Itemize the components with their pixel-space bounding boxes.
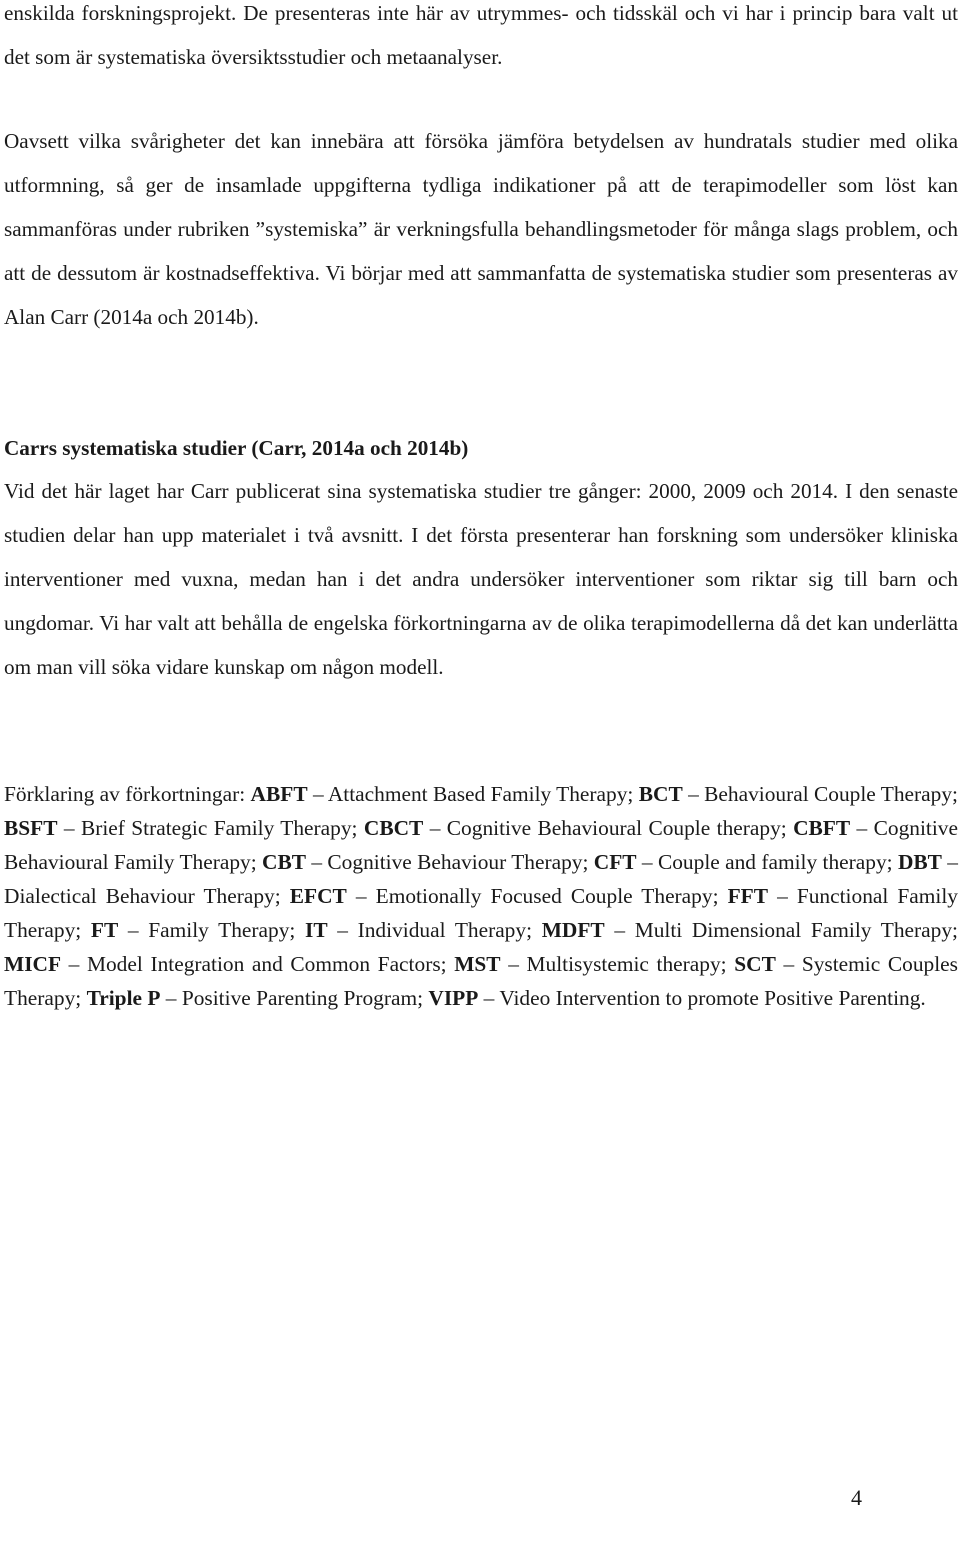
abbreviation-code: CFT — [593, 850, 637, 874]
abbreviation-entry — [364, 816, 793, 840]
abbreviation-expansion: – Multi Dimensional Family Therapy; — [604, 918, 958, 942]
abbreviation-code: VIPP — [428, 986, 479, 1010]
abbreviation-expansion: – Positive Parenting Program; — [160, 986, 429, 1010]
abbreviation-entry — [594, 850, 898, 874]
abbreviation-expansion: – Functional Family Therapy; — [4, 884, 958, 942]
abbreviation-entry — [4, 952, 454, 976]
abbreviation-expansion: – Individual Therapy; — [327, 918, 542, 942]
abbreviation-expansion: – Behavioural Couple Therapy; — [682, 782, 958, 806]
abbreviation-code: MST — [454, 952, 501, 976]
section-heading: Carrs systematiska studier (Carr, 2014a och 2014b) — [4, 436, 469, 460]
abbreviation-code: Triple P — [86, 986, 161, 1010]
abbreviation-expansion: – Systemic Couples Therapy; — [4, 952, 958, 1010]
abbreviation-expansion: – Cognitive Behaviour Therapy; — [306, 850, 594, 874]
abbreviation-expansion: – Brief Strategic Family Therapy; — [57, 816, 364, 840]
abbreviation-entry — [87, 986, 429, 1010]
abbreviation-entry — [290, 884, 728, 908]
abbreviation-expansion: – Cognitive Behavioural Couple therapy; — [423, 816, 794, 840]
abbreviation-entry — [262, 850, 594, 874]
abbreviation-entry — [454, 952, 734, 976]
abbreviation-entry — [639, 782, 958, 806]
abbreviation-code: BSFT — [4, 816, 58, 840]
abbreviation-code: CBCT — [363, 816, 424, 840]
abbreviation-code: DBT — [897, 850, 942, 874]
paragraph-systemic-effectiveness: Oavsett vilka svårigheter det kan innebära att försöka jämföra betydelsen av hundratals studier med olika utformning, så ger de insamlade uppgifterna tydliga indikationer på att de terapimodeller som löst kan sammanföras under rubriken ”systemiska” är verkningsfulla behandlingsmetoder för många slags problem, och att de dessutom är kostnadseffektiva. Vi börjar med att sammanfatta de systematiska studier som presenteras av Alan Carr (2014a och 2014b). — [4, 129, 958, 329]
legend-intro: Förklaring av förkortningar: — [4, 782, 251, 806]
abbreviation-expansion: – Model Integration and Common Factors; — [61, 952, 455, 976]
abbreviation-entry — [542, 918, 958, 942]
abbreviation-entry — [4, 816, 364, 840]
abbreviation-expansion: – Attachment Based Family Therapy; — [307, 782, 639, 806]
legend-items — [4, 782, 958, 1010]
abbreviation-legend — [4, 777, 958, 1015]
abbreviation-entry — [305, 918, 542, 942]
abbreviation-expansion: – Multisystemic therapy; — [500, 952, 735, 976]
abbreviation-expansion: – Dialectical Behaviour Therapy; — [4, 850, 958, 908]
abbreviation-code: FFT — [727, 884, 768, 908]
abbreviation-code: FT — [90, 918, 119, 942]
abbreviation-code: MICF — [4, 952, 62, 976]
abbreviation-code: MDFT — [541, 918, 605, 942]
paragraph-intro-continuation: enskilda forskningsprojekt. De presenteras inte här av utrymmes- och tidsskäl och vi har i princip bara valt ut det som är systematiska översiktsstudier och metaanalyser. — [4, 1, 958, 69]
abbreviation-code: IT — [305, 918, 328, 942]
abbreviation-code: ABFT — [250, 782, 308, 806]
abbreviation-expansion: – Family Therapy; — [118, 918, 305, 942]
abbreviation-expansion: – Cognitive Behavioural Family Therapy; — [4, 816, 958, 874]
abbreviation-code: BCT — [638, 782, 683, 806]
abbreviation-entry — [428, 986, 925, 1010]
abbreviation-code: CBFT — [793, 816, 851, 840]
paragraph-carr-studies: Vid det här laget har Carr publicerat sina systematiska studier tre gånger: 2000, 2009 och 2014. I den senaste studien delar han upp materialet i två avsnitt. I det första presenterar han forskning som undersöker kliniska interventioner med vuxna, medan han i det andra undersöker interventioner som riktar sig till barn och ungdomar. Vi har valt att behålla de engelska förkortningarna av de olika terapimodellerna då det kan underlätta om man vill söka vidare kunskap om någon modell. — [4, 479, 958, 679]
abbreviation-expansion: – Couple and family therapy; — [636, 850, 898, 874]
abbreviation-code: CBT — [262, 850, 307, 874]
abbreviation-expansion: – Emotionally Focused Couple Therapy; — [346, 884, 728, 908]
abbreviation-code: SCT — [734, 952, 776, 976]
page-number: 4 — [851, 1485, 862, 1510]
abbreviation-entry — [91, 918, 305, 942]
abbreviation-expansion: – Video Intervention to promote Positive Parenting. — [478, 986, 926, 1010]
abbreviation-entry — [251, 782, 639, 806]
abbreviation-code: EFCT — [289, 884, 347, 908]
